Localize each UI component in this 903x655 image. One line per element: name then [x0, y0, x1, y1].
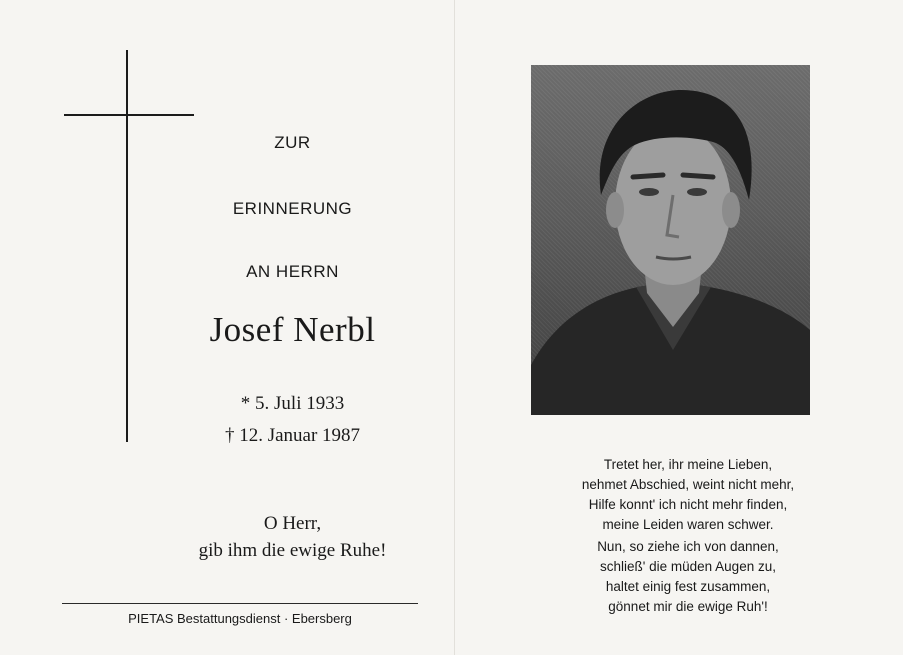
- poem-stanza-2: [558, 537, 818, 617]
- prayer-line: gib ihm die ewige Ruhe!: [198, 540, 387, 561]
- poem-line: haltet einig fest zusammen,: [605, 579, 771, 594]
- portrait-photo: [531, 65, 810, 415]
- prayer-text: [160, 510, 425, 564]
- poem-stanza-1: [558, 455, 818, 535]
- death-date: † 12. Januar 1987: [224, 425, 361, 446]
- funeral-service-footer: PIETAS Bestattungsdienst · Ebersberg: [128, 611, 352, 626]
- poem-line: gönnet mir die ewige Ruh'!: [608, 599, 768, 614]
- prayer-line: O Herr,: [263, 513, 322, 534]
- deceased-name: Josef Nerbl: [209, 310, 376, 349]
- cross-icon: [126, 50, 128, 442]
- poem-line: meine Leiden waren schwer.: [602, 517, 774, 532]
- poem-line: schließ' die müden Augen zu,: [600, 559, 776, 574]
- poem-line: Nun, so ziehe ich von dannen,: [597, 539, 779, 554]
- birth-date: * 5. Juli 1933: [240, 393, 345, 414]
- cross-icon-bar: [64, 114, 194, 116]
- card-fold: [454, 0, 455, 655]
- heading-zur: ZUR: [274, 133, 311, 152]
- poem-line: nehmet Abschied, weint nicht mehr,: [581, 477, 795, 492]
- poem-line: Tretet her, ihr meine Lieben,: [603, 457, 773, 472]
- poem-line: Hilfe konnt' ich nicht mehr finden,: [588, 497, 788, 512]
- heading-an-herrn: AN HERRN: [246, 262, 339, 281]
- heading-erinnerung: ERINNERUNG: [232, 199, 353, 218]
- footer-divider: [62, 603, 418, 604]
- portrait-figure: [531, 65, 810, 415]
